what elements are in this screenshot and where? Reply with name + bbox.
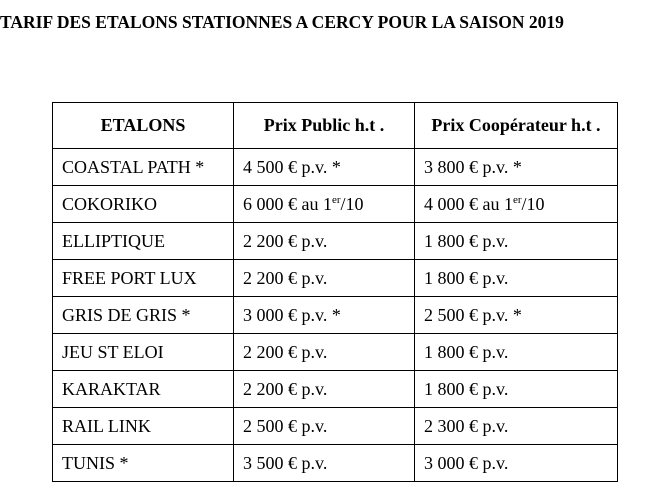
price-text-suffix: /10 [340, 193, 364, 214]
public-price: 2 200 € p.v. [234, 223, 415, 260]
table-row [53, 186, 618, 223]
coop-price: 1 800 € p.v. [415, 334, 618, 371]
coop-price: 2 300 € p.v. [415, 408, 618, 445]
table-row [53, 149, 618, 186]
public-price: 3 500 € p.v. [234, 445, 415, 482]
table-row [53, 371, 618, 408]
public-price: 2 200 € p.v. [234, 260, 415, 297]
header-prix-cooperateur: Prix Coopérateur h.t . [415, 103, 618, 149]
stallion-name: RAIL LINK [53, 408, 234, 445]
price-text-suffix: /10 [521, 193, 545, 214]
stallion-name: KARAKTAR [53, 371, 234, 408]
header-prix-public: Prix Public h.t . [234, 103, 415, 149]
stallion-name: JEU ST ELOI [53, 334, 234, 371]
price-text: 4 000 € au 1 [424, 193, 513, 214]
coop-price: 1 800 € p.v. [415, 371, 618, 408]
stallion-name: ELLIPTIQUE [53, 223, 234, 260]
stallion-name: COKORIKO [53, 186, 234, 223]
table-header-row [53, 103, 618, 149]
stallion-name: COASTAL PATH * [53, 149, 234, 186]
ordinal-superscript: er [513, 193, 522, 206]
table-row [53, 334, 618, 371]
ordinal-superscript: er [332, 193, 341, 206]
page-title: TARIF DES ETALONS STATIONNES A CERCY POUR LA SAISON 2019 [0, 12, 564, 32]
public-price: 3 000 € p.v. * [234, 297, 415, 334]
table-row [53, 408, 618, 445]
public-price [234, 186, 415, 223]
price-text: 6 000 € au 1 [243, 193, 332, 214]
header-etalons: ETALONS [53, 103, 234, 149]
tariff-table [52, 102, 618, 482]
coop-price: 3 800 € p.v. * [415, 149, 618, 186]
coop-price: 2 500 € p.v. * [415, 297, 618, 334]
table-row [53, 223, 618, 260]
coop-price: 3 000 € p.v. [415, 445, 618, 482]
stallion-name: TUNIS * [53, 445, 234, 482]
public-price: 4 500 € p.v. * [234, 149, 415, 186]
table-row [53, 297, 618, 334]
coop-price: 1 800 € p.v. [415, 223, 618, 260]
coop-price [415, 186, 618, 223]
public-price: 2 200 € p.v. [234, 334, 415, 371]
table-row [53, 445, 618, 482]
table-row [53, 260, 618, 297]
coop-price: 1 800 € p.v. [415, 260, 618, 297]
public-price: 2 500 € p.v. [234, 408, 415, 445]
public-price: 2 200 € p.v. [234, 371, 415, 408]
stallion-name: GRIS DE GRIS * [53, 297, 234, 334]
stallion-name: FREE PORT LUX [53, 260, 234, 297]
